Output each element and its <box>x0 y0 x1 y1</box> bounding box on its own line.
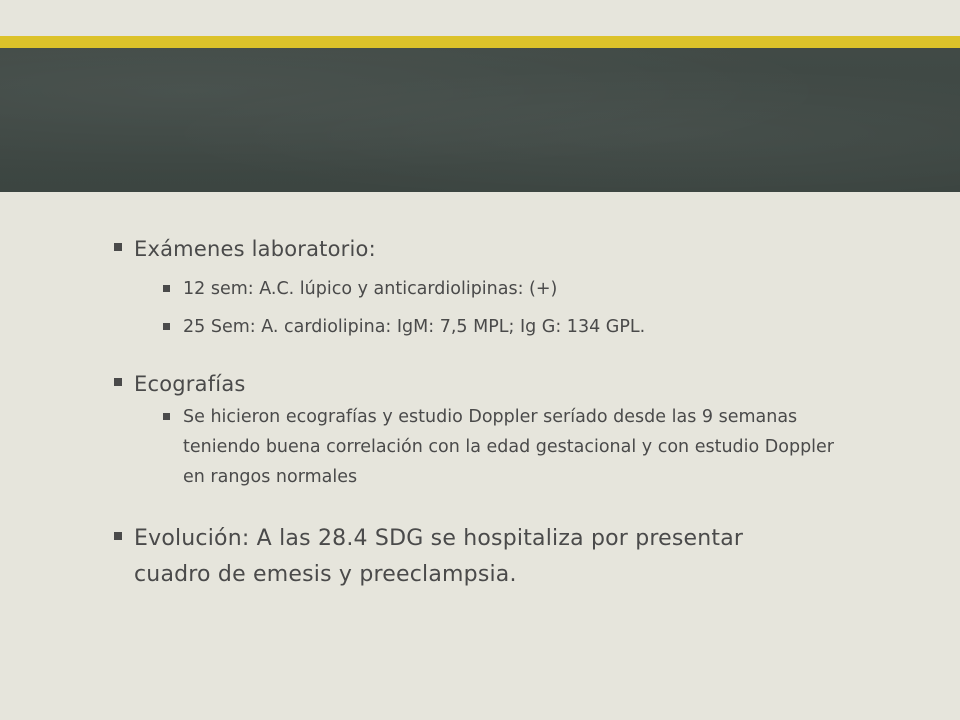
bullet-icon <box>163 413 170 420</box>
ecografias-detail: Se hicieron ecografías y estudio Doppler seríado desde las 9 semanas teniendo buena correlación con la edad gestacional y con estudio Doppler en rangos normales <box>183 407 834 487</box>
bullet-icon <box>114 532 122 540</box>
bullet-icon <box>163 323 170 330</box>
section-heading-evolucion: Evolución: A las 28.4 SDG se hospitaliza por presentar cuadro de emesis y preeclampsia. <box>134 526 744 587</box>
section-heading-examenes: Exámenes laboratorio: <box>134 237 376 261</box>
section-heading-ecografias: Ecografías <box>134 372 246 396</box>
lab-result-25-sem: 25 Sem: A. cardiolipina: IgM: 7,5 MPL; Ig G: 134 GPL. <box>183 317 646 337</box>
bullet-icon <box>163 285 170 292</box>
bullet-icon <box>114 243 122 251</box>
lab-result-12-sem: 12 sem: A.C. lúpico y anticardiolipinas: (+) <box>183 279 558 299</box>
bullet-icon <box>114 378 122 386</box>
